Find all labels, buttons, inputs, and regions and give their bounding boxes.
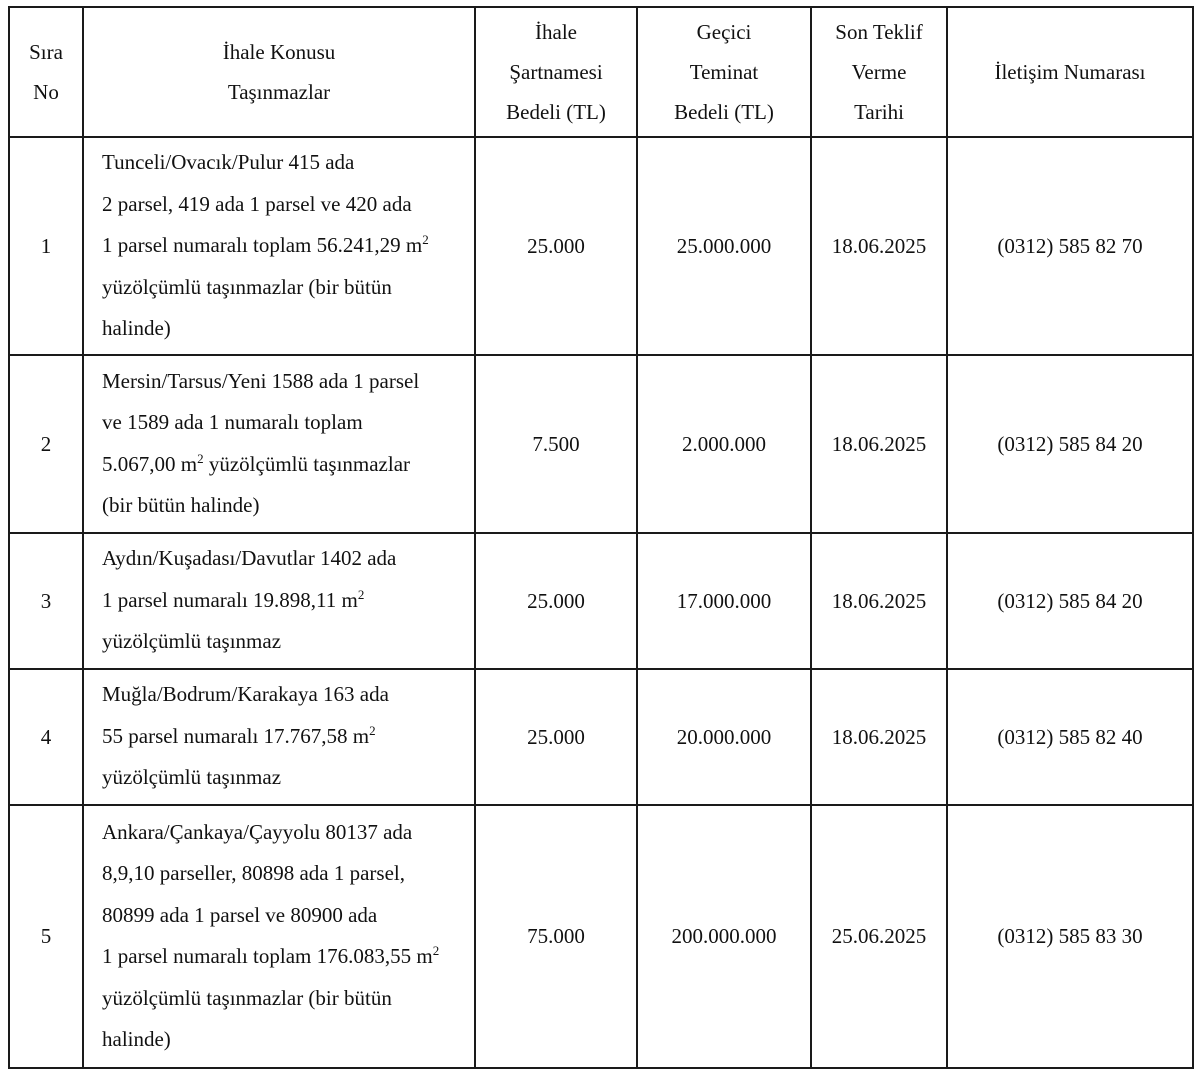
subject-line: [102, 580, 468, 622]
header-no-line: No: [33, 80, 59, 104]
area-superscript: 2: [432, 943, 440, 958]
subject-line: [102, 538, 468, 580]
subject-text: Mersin/Tarsus/Yeni 1588 ada 1 parsel: [102, 368, 420, 393]
subject-text-after: yüzölçümlü taşınmazlar: [203, 451, 411, 476]
subject-text: 1 parsel numaralı toplam 176.083,55 m: [102, 944, 433, 968]
subject-text: yüzölçümlü taşınmaz: [102, 765, 282, 790]
subject-line: [102, 225, 468, 267]
row-no: 3: [9, 533, 83, 669]
header-subject: [83, 7, 475, 137]
header-no: [9, 7, 83, 137]
subject-line: [102, 895, 468, 937]
table-row: [9, 355, 1193, 533]
header-no-line: Sıra: [29, 40, 63, 64]
header-subject-line: İhale Konusu: [222, 40, 336, 64]
table-row: [9, 533, 1193, 669]
subject-line: [102, 621, 468, 663]
row-contact: (0312) 585 82 40: [947, 669, 1193, 805]
header-contact-line: İletişim Numarası: [994, 60, 1146, 84]
row-deadline: 18.06.2025: [811, 137, 947, 355]
row-spec-fee: 75.000: [475, 805, 637, 1068]
subject-text: ve 1589 ada 1 numaralı toplam: [102, 410, 363, 434]
row-contact: (0312) 585 84 20: [947, 355, 1193, 533]
row-no: 1: [9, 137, 83, 355]
subject-text: 2 parsel, 419 ada 1 parsel ve 420 ada: [102, 191, 412, 216]
row-bond: 17.000.000: [637, 533, 811, 669]
header-bond-line: Teminat: [689, 60, 759, 84]
header-row: [9, 7, 1193, 137]
tender-table: [8, 6, 1194, 1069]
row-subject: [83, 533, 475, 669]
header-spec-fee-line: İhale: [535, 20, 577, 44]
row-contact: (0312) 585 82 70: [947, 137, 1193, 355]
subject-line: [102, 757, 468, 799]
row-deadline: 18.06.2025: [811, 533, 947, 669]
subject-line: [102, 142, 468, 184]
row-deadline: 25.06.2025: [811, 805, 947, 1068]
header-bond-line: Bedeli (TL): [674, 100, 774, 124]
subject-text: halinde): [102, 316, 171, 340]
subject-text: 1 parsel numaralı 19.898,11 m: [102, 587, 358, 612]
row-subject: [83, 137, 475, 355]
subject-line: [102, 716, 468, 758]
subject-text: Tunceli/Ovacık/Pulur 415 ada: [102, 150, 355, 174]
subject-line: [102, 184, 468, 226]
area-superscript: 2: [422, 232, 429, 247]
table-row: [9, 669, 1193, 805]
header-deadline-line: Tarihi: [854, 100, 904, 124]
row-contact: (0312) 585 83 30: [947, 805, 1193, 1068]
row-spec-fee: 25.000: [475, 669, 637, 805]
subject-text: yüzölçümlü taşınmazlar (bir bütün: [102, 985, 392, 1010]
table-row: [9, 137, 1193, 355]
header-deadline-line: Verme: [851, 60, 907, 84]
subject-line: [102, 853, 468, 895]
row-bond: 2.000.000: [637, 355, 811, 533]
area-superscript: 2: [357, 586, 365, 602]
subject-text: halinde): [102, 1027, 171, 1051]
subject-text: Ankara/Çankaya/Çayyolu 80137 ada: [102, 819, 413, 844]
subject-line: [102, 936, 468, 978]
header-bond-line: Geçici: [696, 20, 752, 44]
subject-line: [102, 1019, 468, 1061]
row-bond: 200.000.000: [637, 805, 811, 1068]
subject-line: [102, 267, 468, 309]
header-bond: [637, 7, 811, 137]
subject-line: [102, 978, 468, 1020]
subject-text: 5.067,00 m: [102, 451, 198, 476]
row-bond: 25.000.000: [637, 137, 811, 355]
row-no: 2: [9, 355, 83, 533]
subject-line: [102, 444, 468, 486]
row-subject: [83, 805, 475, 1068]
subject-line: [102, 485, 468, 527]
subject-line: [102, 361, 468, 403]
subject-text: yüzölçümlü taşınmazlar (bir bütün: [102, 274, 392, 299]
header-deadline: [811, 7, 947, 137]
row-spec-fee: 7.500: [475, 355, 637, 533]
subject-line: [102, 674, 468, 716]
header-spec-fee-line: Şartnamesi: [509, 60, 603, 84]
row-deadline: 18.06.2025: [811, 669, 947, 805]
row-subject: [83, 669, 475, 805]
table-row: [9, 805, 1193, 1068]
subject-line: [102, 308, 468, 350]
row-no: 4: [9, 669, 83, 805]
subject-text: 55 parsel numaralı 17.767,58 m: [102, 723, 370, 748]
subject-text: 8,9,10 parseller, 80898 ada 1 parsel,: [102, 861, 405, 885]
row-contact: (0312) 585 84 20: [947, 533, 1193, 669]
subject-text: 80899 ada 1 parsel ve 80900 ada: [102, 902, 378, 927]
subject-line: [102, 812, 468, 854]
area-superscript: 2: [197, 450, 204, 466]
row-no: 5: [9, 805, 83, 1068]
header-subject-line: Taşınmazlar: [227, 80, 331, 104]
header-deadline-line: Son Teklif: [835, 20, 923, 44]
subject-text: Muğla/Bodrum/Karakaya 163 ada: [102, 682, 389, 707]
row-deadline: 18.06.2025: [811, 355, 947, 533]
row-bond: 20.000.000: [637, 669, 811, 805]
row-subject: [83, 355, 475, 533]
row-spec-fee: 25.000: [475, 137, 637, 355]
header-spec-fee-line: Bedeli (TL): [506, 100, 606, 124]
subject-text: Aydın/Kuşadası/Davutlar 1402 ada: [102, 546, 397, 571]
subject-line: [102, 402, 468, 444]
area-superscript: 2: [369, 722, 376, 738]
subject-text: yüzölçümlü taşınmaz: [102, 629, 282, 654]
subject-text: (bir bütün halinde): [102, 493, 260, 517]
row-spec-fee: 25.000: [475, 533, 637, 669]
header-spec-fee: [475, 7, 637, 137]
subject-text: 1 parsel numaralı toplam 56.241,29 m: [102, 233, 423, 257]
header-contact: [947, 7, 1193, 137]
